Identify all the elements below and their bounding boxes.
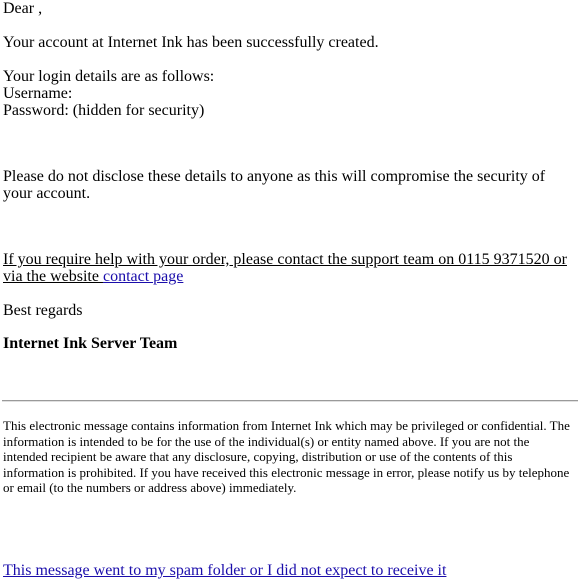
signature: Internet Ink Server Team [3,335,178,352]
greeting: Dear , [3,0,43,17]
password-label: Password: (hidden for security) [3,102,205,119]
contact-page-link[interactable]: contact page [102,268,184,285]
best-regards: Best regards [3,302,83,319]
help-text: If you require help with your order, please contact the support team on 0115 9371520 or via the website [3,251,567,285]
security-warning: Please do not disclose these details to anyone as this will compromise the security of your account. [3,168,546,202]
account-created-text: Your account at Internet Ink has been successfully created. [3,34,379,51]
divider [2,400,578,402]
login-details-intro: Your login details are as follows: [3,68,215,85]
disclaimer-text: This electronic message contains information from Internet Ink which may be privileged or confidential. The information is intended to be for the use of the individual(s) or entity named above. If you are not the intended recipient be aware that any disclosure, copying, distribution or use of the contents of this information is prohibited. If you have received this electronic message in error, please notify us by telephone or email (to the numbers or address above) immediately. [3,418,570,496]
help-paragraph [3,251,577,285]
username-label: Username: [3,85,73,102]
spam-report-link[interactable]: This message went to my spam folder or I did not expect to receive it [3,562,447,579]
